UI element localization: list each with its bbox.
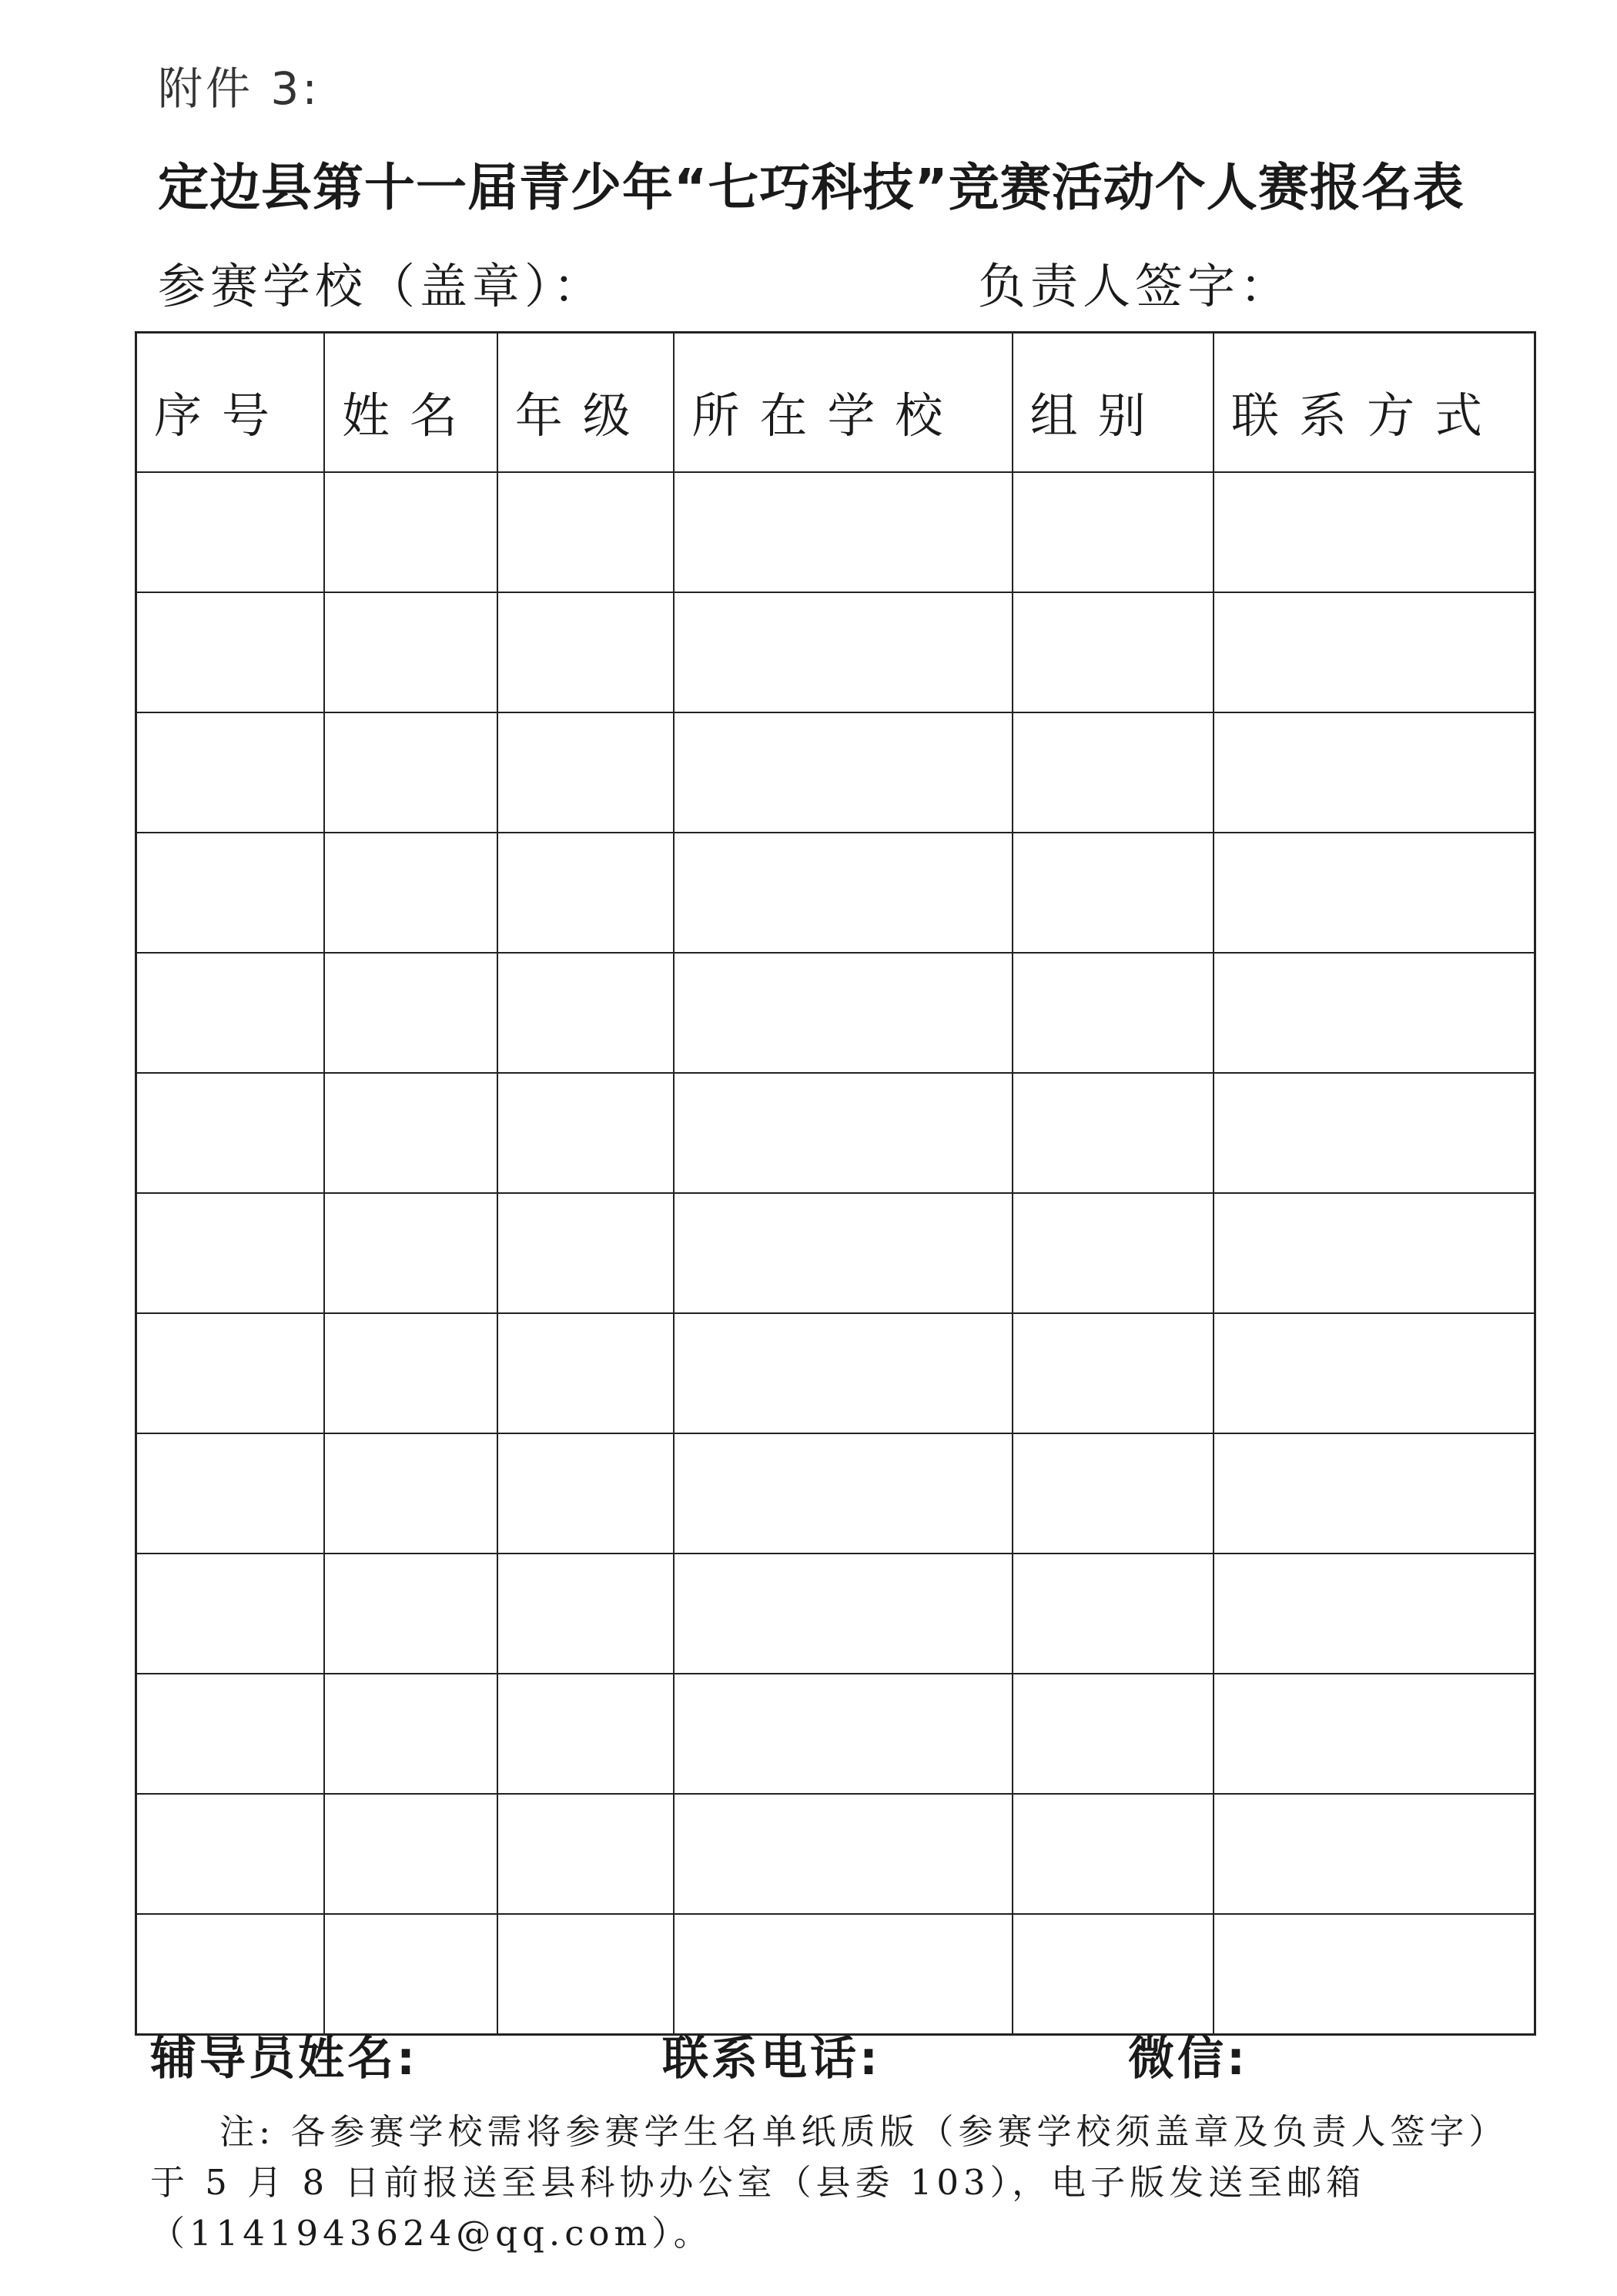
table-cell[interactable] [1214, 592, 1535, 712]
table-cell[interactable] [497, 1674, 675, 1794]
table-cell[interactable] [136, 712, 325, 833]
table-cell[interactable] [1013, 592, 1214, 712]
table-cell[interactable] [1214, 1914, 1535, 2035]
table-cell[interactable] [1013, 712, 1214, 833]
table-cell[interactable] [1214, 1794, 1535, 1914]
header-name: 姓名 [324, 333, 497, 473]
table-cell[interactable] [136, 1674, 325, 1794]
table-cell[interactable] [1013, 1313, 1214, 1433]
table-header-row [136, 333, 1535, 473]
table-row [136, 1193, 1535, 1313]
table-cell[interactable] [497, 833, 675, 953]
table-cell[interactable] [324, 712, 497, 833]
note-line-3: （1141943624@qq.com）。 [150, 2213, 713, 2254]
table-cell[interactable] [1013, 1433, 1214, 1554]
header-contact: 联系方式 [1214, 333, 1535, 473]
table-body [136, 472, 1535, 2035]
table-cell[interactable] [674, 712, 1012, 833]
wechat-label: 微信: [1128, 2032, 1248, 2086]
table-cell[interactable] [497, 472, 675, 592]
table-cell[interactable] [324, 1554, 497, 1674]
tutor-name-label: 辅导员姓名: [150, 2032, 418, 2086]
school-seal-label: 参赛学校（盖章）： [158, 258, 606, 314]
table-cell[interactable] [1214, 712, 1535, 833]
table-cell[interactable] [674, 1193, 1012, 1313]
table-row [136, 592, 1535, 712]
table-cell[interactable] [674, 1073, 1012, 1193]
table-row [136, 1433, 1535, 1554]
note-line-1: 注: 各参赛学校需将参赛学生名单纸质版（参赛学校须盖章及负责人签字） [219, 2111, 1508, 2152]
table-cell[interactable] [497, 712, 675, 833]
table-cell[interactable] [497, 1193, 675, 1313]
table-cell[interactable] [324, 1313, 497, 1433]
table-row [136, 1313, 1535, 1433]
table-cell[interactable] [674, 833, 1012, 953]
table-cell[interactable] [674, 592, 1012, 712]
form-title: 定边县第十一届青少年“七巧科技”竞赛活动个人赛报名表 [158, 158, 1465, 217]
table-cell[interactable] [1214, 1674, 1535, 1794]
table-cell[interactable] [136, 1794, 325, 1914]
table-cell[interactable] [497, 1433, 675, 1554]
table-cell[interactable] [674, 1313, 1012, 1433]
header-group: 组别 [1013, 333, 1214, 473]
table-cell[interactable] [674, 953, 1012, 1073]
table-row [136, 953, 1535, 1073]
table-cell[interactable] [497, 592, 675, 712]
table-cell[interactable] [1214, 472, 1535, 592]
table-cell[interactable] [674, 1914, 1012, 2035]
table-cell[interactable] [324, 1674, 497, 1794]
table-cell[interactable] [136, 1313, 325, 1433]
table-cell[interactable] [136, 1193, 325, 1313]
table-cell[interactable] [674, 472, 1012, 592]
table-cell[interactable] [1013, 1674, 1214, 1794]
table-cell[interactable] [497, 1073, 675, 1193]
table-row [136, 712, 1535, 833]
table-cell[interactable] [324, 592, 497, 712]
table-cell[interactable] [136, 833, 325, 953]
table-row [136, 833, 1535, 953]
table-cell[interactable] [1013, 1073, 1214, 1193]
table-row [136, 472, 1535, 592]
note-line-2: 于 5 月 8 日前报送至县科协办公室（县委 103），电子版发送至邮箱 [150, 2162, 1366, 2203]
table-cell[interactable] [1013, 953, 1214, 1073]
header-index: 序号 [136, 333, 325, 473]
table-cell[interactable] [1013, 1914, 1214, 2035]
table-cell[interactable] [324, 1193, 497, 1313]
table-cell[interactable] [497, 1914, 675, 2035]
table-cell[interactable] [674, 1794, 1012, 1914]
table-cell[interactable] [497, 1794, 675, 1914]
table-cell[interactable] [1214, 1313, 1535, 1433]
table-cell[interactable] [136, 472, 325, 592]
table-cell[interactable] [497, 1313, 675, 1433]
attachment-label: 附件 3: [158, 62, 320, 115]
table-cell[interactable] [1214, 833, 1535, 953]
header-school: 所在学校 [674, 333, 1012, 473]
table-cell[interactable] [497, 1554, 675, 1674]
table-cell[interactable] [324, 1433, 497, 1554]
table-cell[interactable] [1013, 1554, 1214, 1674]
table-cell[interactable] [324, 833, 497, 953]
table-row [136, 1794, 1535, 1914]
table-cell[interactable] [324, 1794, 497, 1914]
table-row [136, 1073, 1535, 1193]
table-cell[interactable] [674, 1674, 1012, 1794]
table-row [136, 1914, 1535, 2035]
signer-label: 负责人签字： [978, 258, 1293, 314]
table-cell[interactable] [324, 1914, 497, 2035]
table-cell[interactable] [674, 1554, 1012, 1674]
table-cell[interactable] [1214, 1433, 1535, 1554]
table-cell[interactable] [324, 953, 497, 1073]
table-row [136, 1554, 1535, 1674]
table-cell[interactable] [324, 1073, 497, 1193]
table-cell[interactable] [497, 953, 675, 1073]
table-cell[interactable] [674, 1433, 1012, 1554]
table-cell[interactable] [1013, 472, 1214, 592]
table-cell[interactable] [136, 592, 325, 712]
table-cell[interactable] [136, 1914, 325, 2035]
table-cell[interactable] [1013, 833, 1214, 953]
table-cell[interactable] [1214, 1193, 1535, 1313]
table-cell[interactable] [1214, 953, 1535, 1073]
registration-table [135, 331, 1536, 2036]
table-cell[interactable] [1013, 1193, 1214, 1313]
header-grade: 年级 [497, 333, 675, 473]
table-cell[interactable] [136, 1073, 325, 1193]
phone-label: 联系电话: [662, 2032, 881, 2086]
table-cell[interactable] [136, 953, 325, 1073]
table-cell[interactable] [1214, 1073, 1535, 1193]
table-cell[interactable] [1214, 1554, 1535, 1674]
table-cell[interactable] [1013, 1794, 1214, 1914]
table-cell[interactable] [136, 1554, 325, 1674]
note [150, 2107, 1508, 2259]
table-cell[interactable] [136, 1433, 325, 1554]
table-row [136, 1674, 1535, 1794]
table-cell[interactable] [324, 472, 497, 592]
